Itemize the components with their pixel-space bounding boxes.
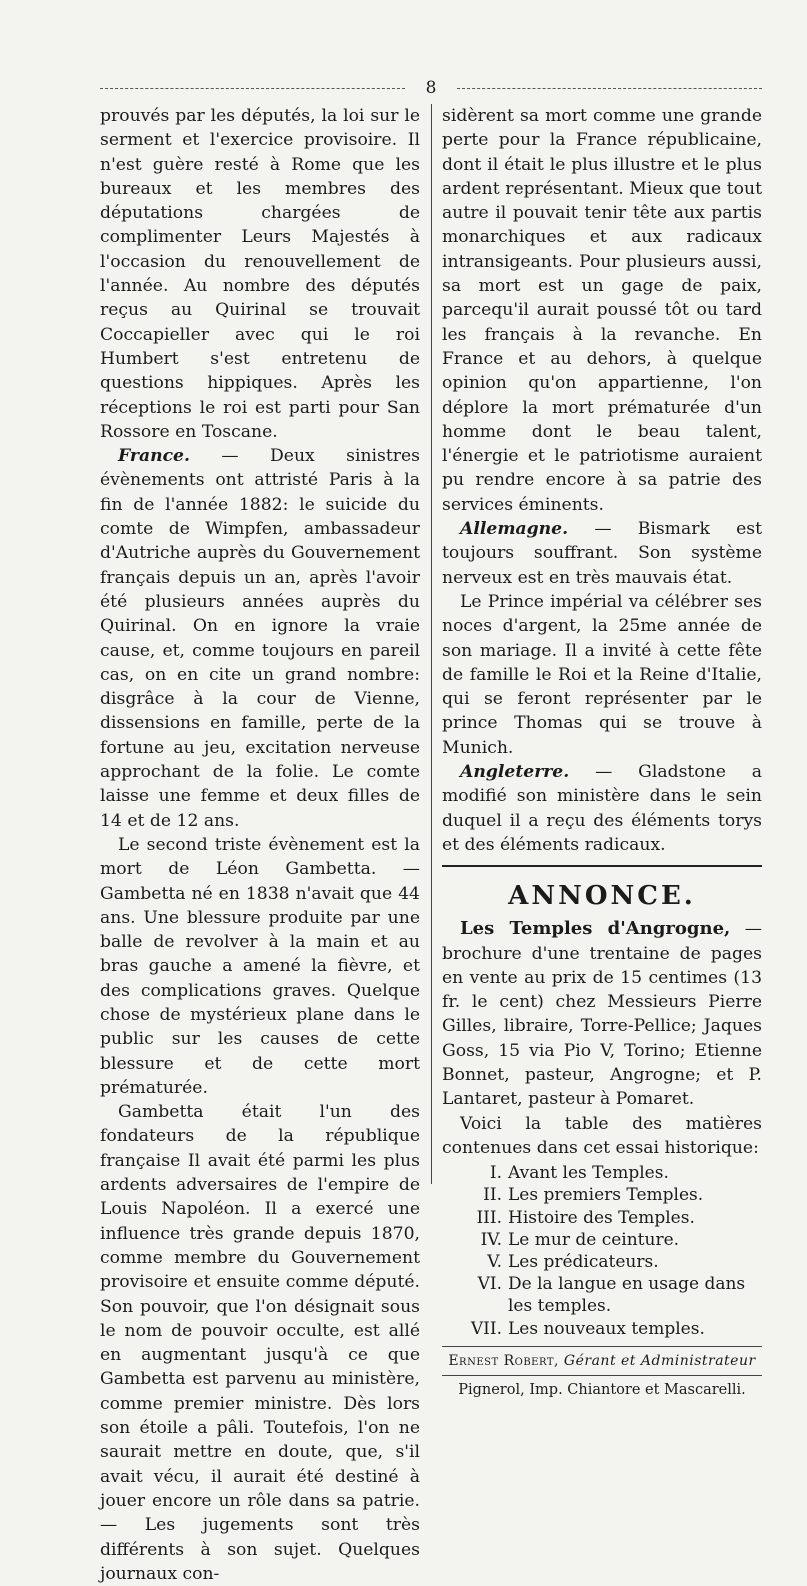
- article-allemagne: [442, 517, 762, 590]
- page-number: 8: [425, 78, 437, 98]
- toc-number: VI.: [477, 1274, 502, 1295]
- section-heading-allemagne: Allemagne.: [460, 519, 569, 540]
- column-divider: [431, 104, 432, 1184]
- toc-item: [442, 1207, 762, 1229]
- annonce-title: ANNONCE.: [508, 881, 696, 912]
- toc-number: IV.: [480, 1229, 502, 1250]
- table-of-contents: [442, 1162, 762, 1340]
- imprint: Pignerol, Imp. Chiantore et Mascarelli.: [458, 1381, 746, 1398]
- toc-text: Les premiers Temples.: [508, 1185, 704, 1206]
- toc-item: [442, 1184, 762, 1206]
- article-angleterre: [442, 760, 762, 857]
- toc-text: Avant les Temples.: [508, 1163, 669, 1184]
- imprint-divider: [442, 1375, 762, 1376]
- section-divider: [442, 865, 762, 867]
- toc-text: Histoire des Temples.: [508, 1207, 695, 1228]
- left-column: [100, 104, 420, 1586]
- toc-text: Les nouveaux temples.: [508, 1318, 705, 1339]
- article-prince-imperial: Le Prince impérial va célébrer ses noces d'argent, la 25me année de son mariage. Il a invité à cette fête de famille le Roi et la Reine d'Italie, qui se feront représenter par le prince Thomas qui se trouve à Munich.: [442, 591, 762, 758]
- header-rule-right: [457, 88, 762, 89]
- annonce-heading: Les Temples d'Angrogne,: [460, 918, 731, 940]
- toc-number: V.: [487, 1251, 502, 1272]
- article-gambetta-continued: sidèrent sa mort comme une grande perte pour la France républicaine, dont il était le plus illustre et le plus ardent représentant. Mieux que tout autre il pouvait tenir tête aux partis monarchiques et aux radicaux intransigeants. Pour plusieurs aussi, sa mort est un gage de paix, parcequ'il aurait poussé tôt ou tard les français à la revanche. En France et au dehors, à quelque opinion qu'on appartienne, l'on déplore la mort prématurée d'un homme dont le beau talent, l'énergie et le patriotisme auraient pu rendre encore à sa patrie des services éminents.: [442, 106, 762, 515]
- toc-item: [442, 1251, 762, 1273]
- signature-role: Gérant et Administrateur: [558, 1352, 756, 1369]
- annonce-body: [442, 917, 762, 1111]
- article-france: [100, 444, 420, 833]
- toc-item: [442, 1229, 762, 1251]
- toc-item: [442, 1318, 762, 1340]
- article-italy-continued: prouvés par les députés, la loi sur le serment et l'exercice provisoire. Il n'est guère resté à Rome que les bureaux et les membres des députations chargées de complimenter Leurs Majestés à l'occasion du renouvellement de l'année. Au nombre des députés reçus au Quirinal se trouvait Coccapieller avec qui le roi Humbert s'est entretenu de questions hippiques. Après les réceptions le roi est parti pour San Rossore en Toscane.: [100, 106, 420, 442]
- signature: [442, 1353, 762, 1369]
- annonce-text: — brochure d'une trentaine de pages en vente au prix de 15 centimes (13 fr. le cent) chez Messieurs Pierre Gilles, libraire, Torre-Pellice; Jaques Goss, 15 via Pio V, Torino; Etienne Bonnet, pasteur, Angrogne; et P. Lantaret, pasteur à Pomaret.: [442, 919, 762, 1110]
- section-heading-angleterre: Angleterre.: [460, 762, 570, 783]
- signature-name: Ernest Robert,: [448, 1352, 559, 1369]
- article-gambetta-death: Le second triste évènement est la mort de Léon Gambetta. — Gambetta né en 1838 n'avait que 44 ans. Une blessure produite par une balle de revolver à la main et au bras gauche a amené la fièvre, et des complications graves. Quelque chose de mystérieux plane dans le public sur les causes de cette blessure et de cette mort prématurée.: [100, 834, 420, 1098]
- section-heading-france: France.: [118, 446, 190, 467]
- toc-number: II.: [483, 1185, 502, 1206]
- toc-number: VII.: [470, 1318, 502, 1339]
- toc-item: [442, 1162, 762, 1184]
- article-gambetta-career: Gambetta était l'un des fondateurs de la république française Il avait été parmi les plus ardents adversaires de l'empire de Louis Napoléon. Il a exercé une influence très grande depuis 1870, comme membre du Gouvernement provisoire et ensuite comme député. Son pouvoir, que l'on désignait sous le nom de pouvoir occulte, est allé en augmentant jusqu'à ce que Gambetta est parvenu au ministère, comme premier ministre. Dès lors son étoile a pâli. Toutefois, l'on ne saurait mettre en doute, que, s'il avait vécu, il aurait été destiné à jouer encore un rôle dans sa patrie. — Les jugements sont très différents à son sujet. Quelques journaux con-: [100, 1102, 420, 1584]
- toc-text: Les prédicateurs.: [508, 1251, 659, 1272]
- signature-divider: [442, 1346, 762, 1347]
- article-allemagne-text: — Bismark est toujours souffrant. Son système nerveux est en très mauvais état.: [442, 519, 762, 588]
- toc-number: I.: [489, 1163, 502, 1184]
- article-france-text: — Deux sinistres évènements ont attristé Paris à la fin de l'année 1882: le suicide du comte de Wimpfen, ambassadeur d'Autriche auprès du Gouvernement français depuis un an, après l'avoir été plusieurs années auprès du Quirinal. On en ignore la vraie cause, et, comme toujours en pareil cas, on en cite un grand nombre: disgrâce à la cour de Vienne, dissensions en famille, perte de la fortune au jeu, excitation nerveuse approchant de la folie. Le comte laisse une femme et deux filles de 14 et de 12 ans.: [100, 446, 420, 831]
- toc-intro: Voici la table des matières contenues dans cet essai historique:: [442, 1113, 762, 1158]
- toc-item: [442, 1273, 762, 1317]
- page-header: [100, 78, 762, 102]
- toc-text: De la langue en usage dans les temples.: [508, 1274, 746, 1317]
- right-column: [442, 104, 762, 1398]
- toc-text: Le mur de ceinture.: [508, 1229, 680, 1250]
- toc-number: III.: [476, 1207, 502, 1228]
- article-angleterre-text: — Gladstone a modifié son ministère dans le sein duquel il a reçu des éléments torys et des éléments radicaux.: [442, 762, 762, 855]
